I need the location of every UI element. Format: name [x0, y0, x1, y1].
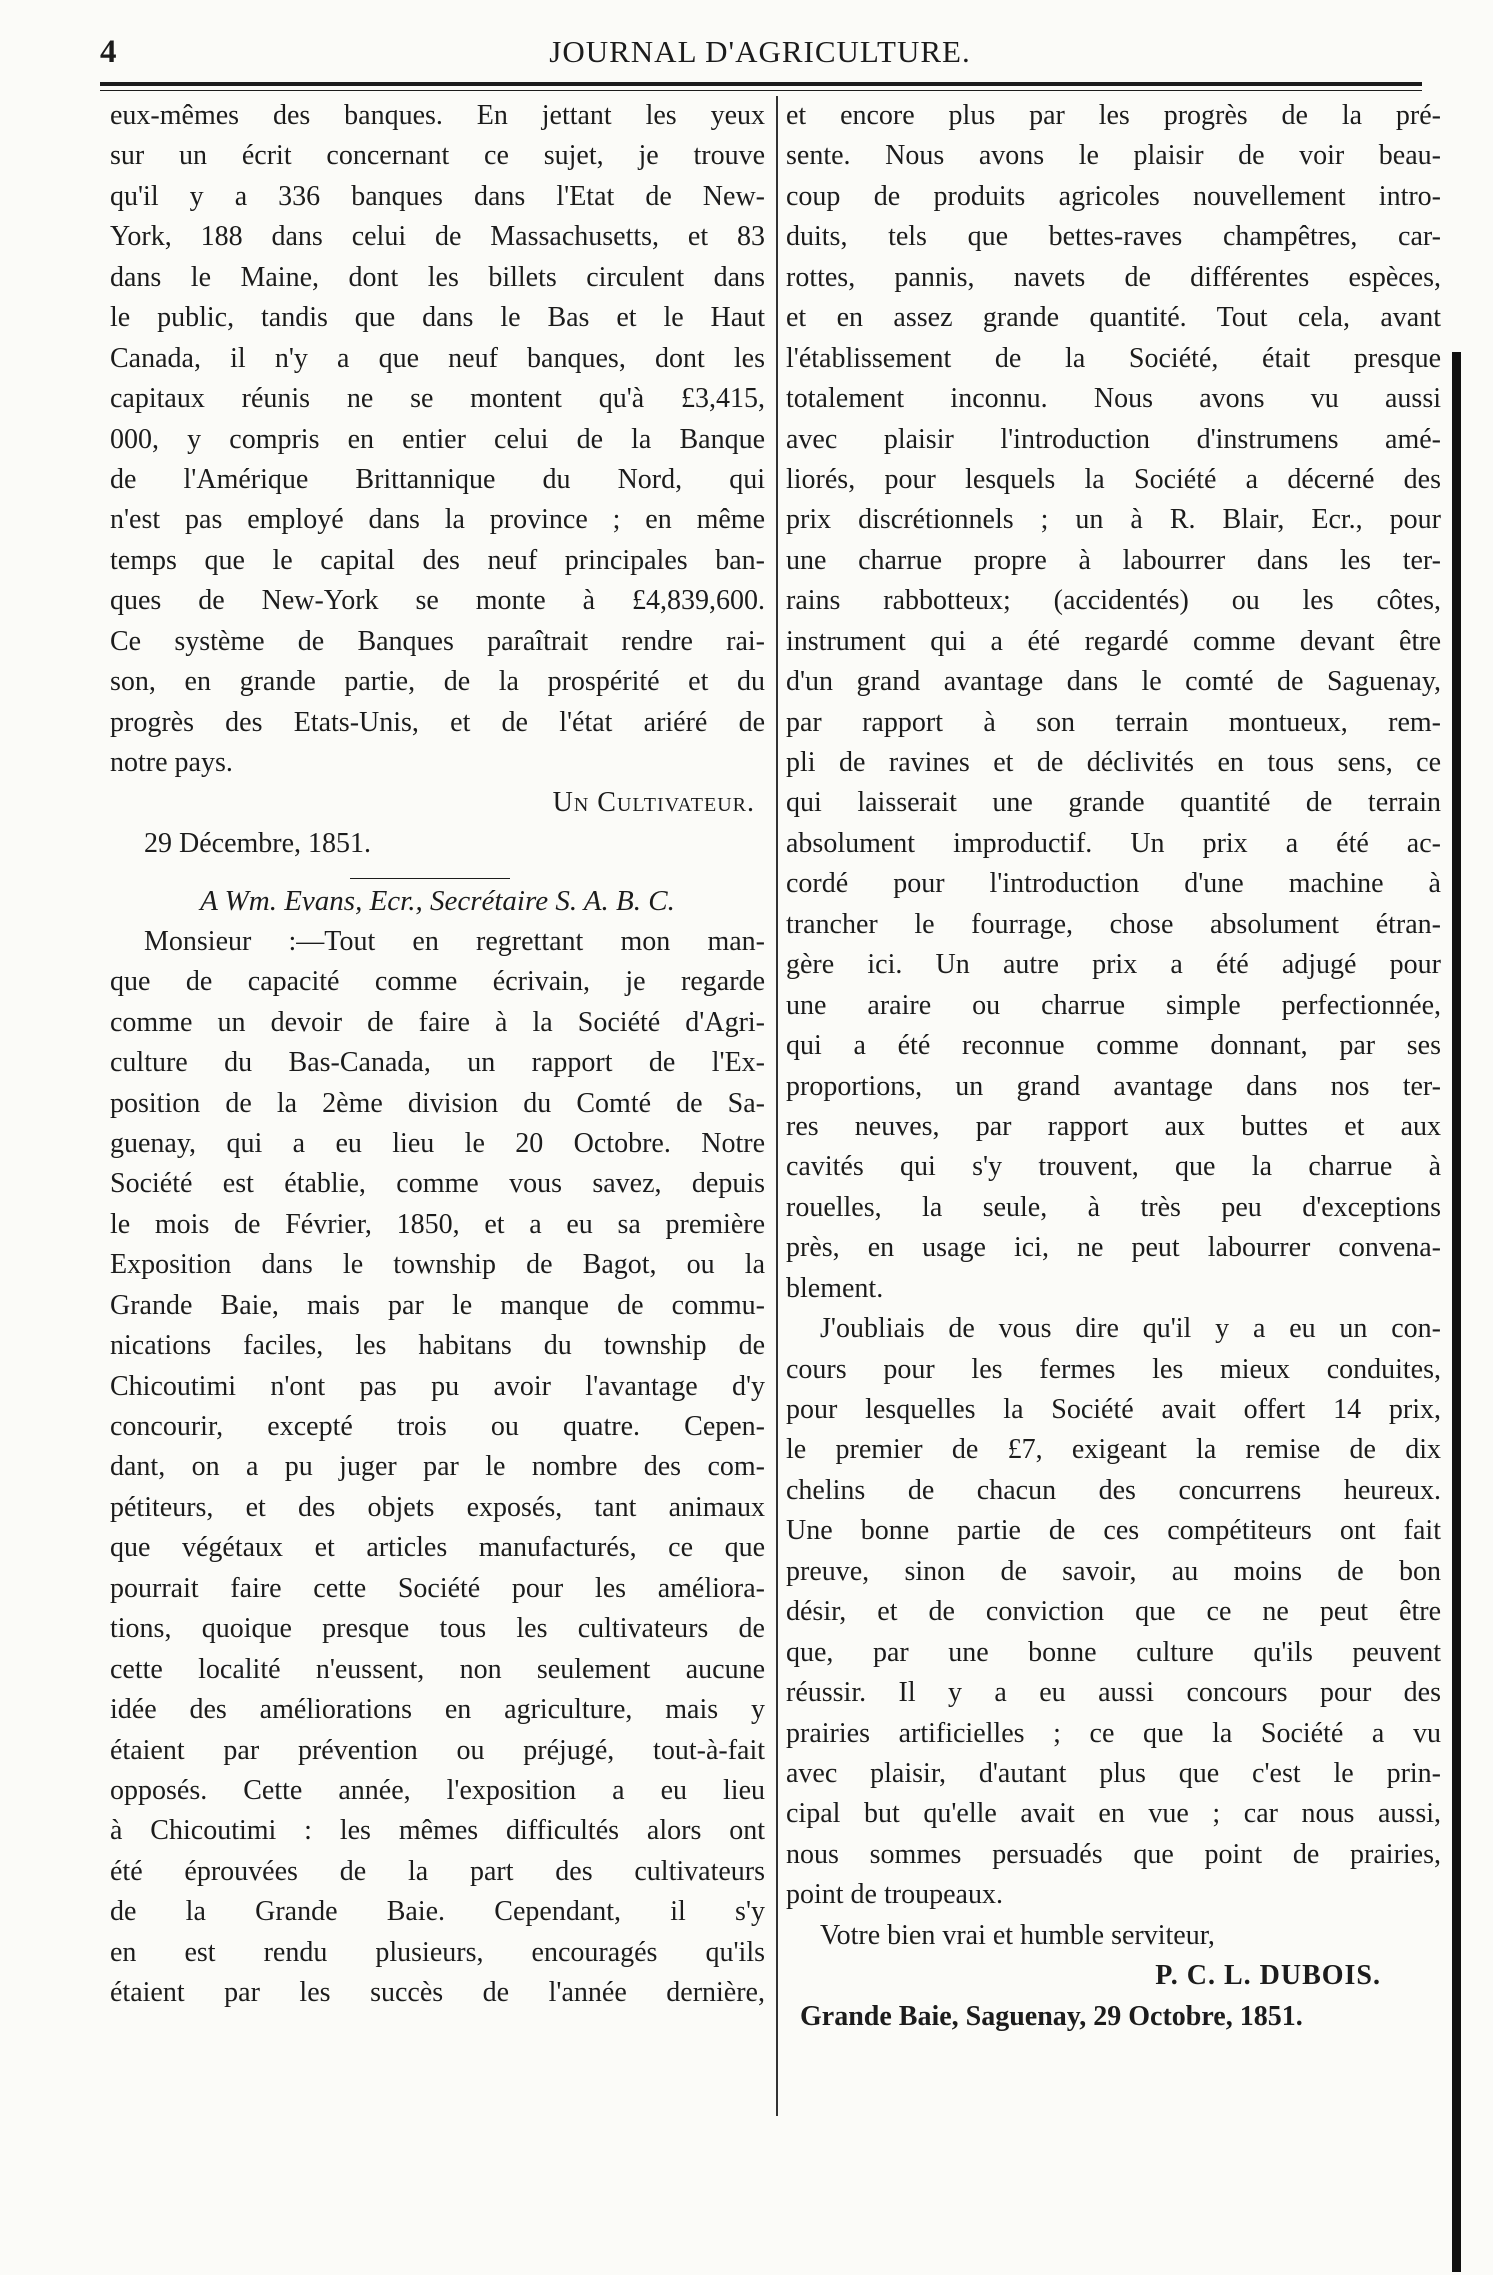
text-line: rains rabbotteux; (accidentés) ou les côtes, [786, 585, 1441, 617]
text-line: liorés, pour lesquels la Société a décerné des [786, 463, 1441, 495]
text-line: temps que le capital des neuf principales ban- [110, 544, 765, 576]
text-line: son, en grande partie, de la prospérité et du [110, 666, 765, 698]
text-line: Canada, il n'y a que neuf banques, dont les [110, 342, 765, 374]
text-line: pour lesquelles la Société avait offert 14 prix, [786, 1394, 1441, 1425]
text-line: proportions, un grand avantage dans nos ter- [786, 1070, 1441, 1102]
text-line: 000, y compris en entier celui de la Banque [110, 423, 765, 455]
text-line: position de la 2ème division du Comté de Sa- [110, 1087, 765, 1119]
text-line: ques de New-York se monte à £4,839,600. [110, 585, 765, 617]
section-rule [350, 878, 510, 879]
text-line: notre pays. [110, 747, 233, 778]
margin-scan-bar [1452, 352, 1461, 2272]
text-line: capitaux réunis ne se montent qu'à £3,415, [110, 383, 765, 415]
text-line: étaient par les succès de l'année dernière, [110, 1977, 765, 2009]
header-rule-thin [100, 90, 1422, 91]
paragraph-competitions [786, 1309, 1441, 1916]
text-line: dant, on a pu juger par le nombre des com- [110, 1451, 765, 1483]
text-line: en est rendu plusieurs, encouragés qu'ils [110, 1936, 765, 1968]
text-line: cette localité n'eussent, non seulement aucune [110, 1653, 765, 1685]
page-header [100, 28, 1420, 78]
text-line: York, 188 dans celui de Massachusetts, et 83 [110, 221, 765, 253]
text-line: sur un écrit concernant ce sujet, je trouve [110, 140, 765, 172]
column-divider [776, 96, 778, 2116]
text-line: Chicoutimi n'ont pas pu avoir l'avantage d'y [110, 1370, 765, 1402]
text-line: étaient par prévention ou préjugé, tout-à-fait [110, 1734, 765, 1766]
header-rule-thick [100, 82, 1422, 86]
text-line: chelins de chacun des concurrens heureux. [786, 1474, 1441, 1506]
text-line: Exposition dans le township de Bagot, ou la [110, 1249, 765, 1281]
text-line: duits, tels que bettes-raves champêtres, car- [786, 221, 1441, 253]
text-line: avec plaisir l'introduction d'instrumens amé- [786, 423, 1441, 455]
text-line: J'oubliais de vous dire qu'il y a eu un con- [820, 1313, 1441, 1345]
text-line: de la Grande Baie. Cependant, il s'y [110, 1896, 765, 1928]
text-line: l'établissement de la Société, était presque [786, 342, 1441, 374]
text-line: d'un grand avantage dans le comté de Saguenay, [786, 666, 1441, 698]
text-line: absolument improductif. Un prix a été ac- [786, 827, 1441, 859]
text-line: et en assez grande quantité. Tout cela, avant [786, 302, 1441, 334]
text-line: cours pour les fermes les mieux conduites, [786, 1353, 1441, 1385]
text-line: tions, quoique presque tous les cultivateurs de [110, 1613, 765, 1645]
text-line: prairies artificielles ; ce que la Société a vu [786, 1717, 1441, 1749]
text-line: blement. [786, 1272, 884, 1304]
text-line: n'est pas employé dans la province ; en même [110, 504, 765, 536]
text-line: Ce système de Banques paraîtrait rendre rai- [110, 625, 765, 657]
text-line: concourir, excepté trois ou quatre. Cepen- [110, 1411, 765, 1442]
text-line: rouelles, la seule, à très peu d'exceptions [786, 1191, 1441, 1223]
page-number: 4 [100, 34, 117, 70]
text-line: idée des améliorations en agriculture, mais y [110, 1694, 765, 1726]
text-line: le premier de £7, exigeant la remise de dix [786, 1434, 1441, 1466]
text-line: le mois de Février, 1850, et a eu sa première [110, 1208, 765, 1240]
text-line: res neuves, par rapport aux buttes et aux [786, 1110, 1441, 1142]
text-line: de l'Amérique Brittannique du Nord, qui [110, 463, 765, 495]
signature-cultivateur: Un Cultivateur. [552, 787, 755, 819]
text-line: nous sommes persuadés que point de prairies, [786, 1838, 1441, 1870]
text-line: coup de produits agricoles nouvellement intro- [786, 180, 1441, 212]
text-line: sente. Nous avons le plaisir de voir beau- [786, 140, 1441, 172]
text-line: point de troupeaux. [786, 1879, 1003, 1911]
right-column [786, 96, 1441, 2037]
text-line: preuve, sinon de savoir, au moins de bon [786, 1555, 1441, 1587]
text-line: le public, tandis que dans le Bas et le Haut [110, 302, 765, 334]
text-line: près, en usage ici, ne peut labourrer convena- [786, 1232, 1441, 1264]
left-column [110, 96, 765, 2014]
text-line: Une bonne partie de ces compétiteurs ont fait [786, 1515, 1441, 1547]
text-line: cipal but qu'elle avait en vue ; car nous aussi, [786, 1798, 1441, 1830]
text-line: progrès des Etats-Unis, et de l'état ariéré de [110, 706, 765, 738]
text-line: réussir. Il y a eu aussi concours pour des [786, 1677, 1441, 1709]
paragraph-products [786, 96, 1441, 1309]
text-line: pourrait faire cette Société pour les améliora- [110, 1572, 765, 1604]
text-line: qui laisserait une grande quantité de terrain [786, 787, 1441, 819]
text-line: Monsieur :—Tout en regrettant mon man- [144, 925, 765, 957]
text-line: que, par une bonne culture qu'ils peuvent [786, 1636, 1441, 1668]
text-line: pétiteurs, et des objets exposés, tant animaux [110, 1491, 765, 1523]
paragraph-banks [110, 96, 765, 783]
text-line: qu'il y a 336 banques dans l'Etat de New- [110, 180, 765, 212]
letter-address: A Wm. Evans, Ecr., Secrétaire S. A. B. C. [200, 885, 675, 918]
journal-title: JOURNAL D'AGRICULTURE. [549, 34, 971, 69]
text-line: prix discrétionnels ; un à R. Blair, Ecr., pour [786, 504, 1441, 536]
text-line: à Chicoutimi : les mêmes difficultés alors ont [110, 1815, 765, 1847]
text-line: que végétaux et articles manufacturés, ce que [110, 1532, 765, 1564]
signer-name: P. C. L. DUBOIS. [1155, 1960, 1381, 1992]
text-line: cordé pour l'introduction d'une machine à [786, 868, 1441, 900]
text-line: instrument qui a été regardé comme devant être [786, 625, 1441, 657]
text-line: nications faciles, les habitans du township de [110, 1330, 765, 1362]
text-line: cavités qui s'y trouvent, que la charrue à [786, 1151, 1441, 1183]
text-line: guenay, qui a eu lieu le 20 Octobre. Notre [110, 1127, 765, 1159]
letter-place-date: Grande Baie, Saguenay, 29 Octobre, 1851. [800, 2000, 1303, 2032]
text-line: totalement inconnu. Nous avons vu aussi [786, 383, 1441, 415]
text-line: que de capacité comme écrivain, je regarde [110, 966, 765, 998]
text-line: comme un devoir de faire à la Société d'Agri- [110, 1006, 765, 1038]
text-line: une charrue propre à labourrer dans les ter- [786, 544, 1441, 576]
text-line: par rapport à son terrain montueux, rem- [786, 706, 1441, 738]
text-line: gère ici. Un autre prix a été adjugé pour [786, 949, 1441, 981]
text-line: et encore plus par les progrès de la pré- [786, 100, 1441, 131]
text-line: qui a été reconnue comme donnant, par ses [786, 1030, 1441, 1062]
text-line: avec plaisir, d'autant plus que c'est le prin- [786, 1757, 1441, 1789]
text-line: eux-mêmes des banques. En jettant les yeux [110, 100, 765, 131]
text-line: dans le Maine, dont les billets circulent dans [110, 261, 765, 293]
text-line: Grande Baie, mais par le manque de commu- [110, 1289, 765, 1321]
text-line: une araire ou charrue simple perfectionnée, [786, 989, 1441, 1021]
text-line: Société est établie, comme vous savez, depuis [110, 1168, 765, 1200]
letter-date: 29 Décembre, 1851. [144, 827, 372, 859]
text-line: été éprouvées de la part des cultivateurs [110, 1855, 765, 1887]
text-line: rottes, pannis, navets de différentes espèces, [786, 261, 1441, 293]
text-line: opposés. Cette année, l'exposition a eu lieu [110, 1774, 765, 1806]
letter-closing: Votre bien vrai et humble serviteur, [820, 1919, 1215, 1951]
text-line: culture du Bas-Canada, un rapport de l'Ex- [110, 1047, 765, 1079]
text-line: désir, et de conviction que ce ne peut être [786, 1596, 1441, 1628]
text-line: pli de ravines et de déclivités en tous sens, ce [786, 747, 1441, 778]
paragraph-letter-opening [110, 922, 765, 2014]
text-line: trancher le fourrage, chose absolument étran- [786, 908, 1441, 940]
